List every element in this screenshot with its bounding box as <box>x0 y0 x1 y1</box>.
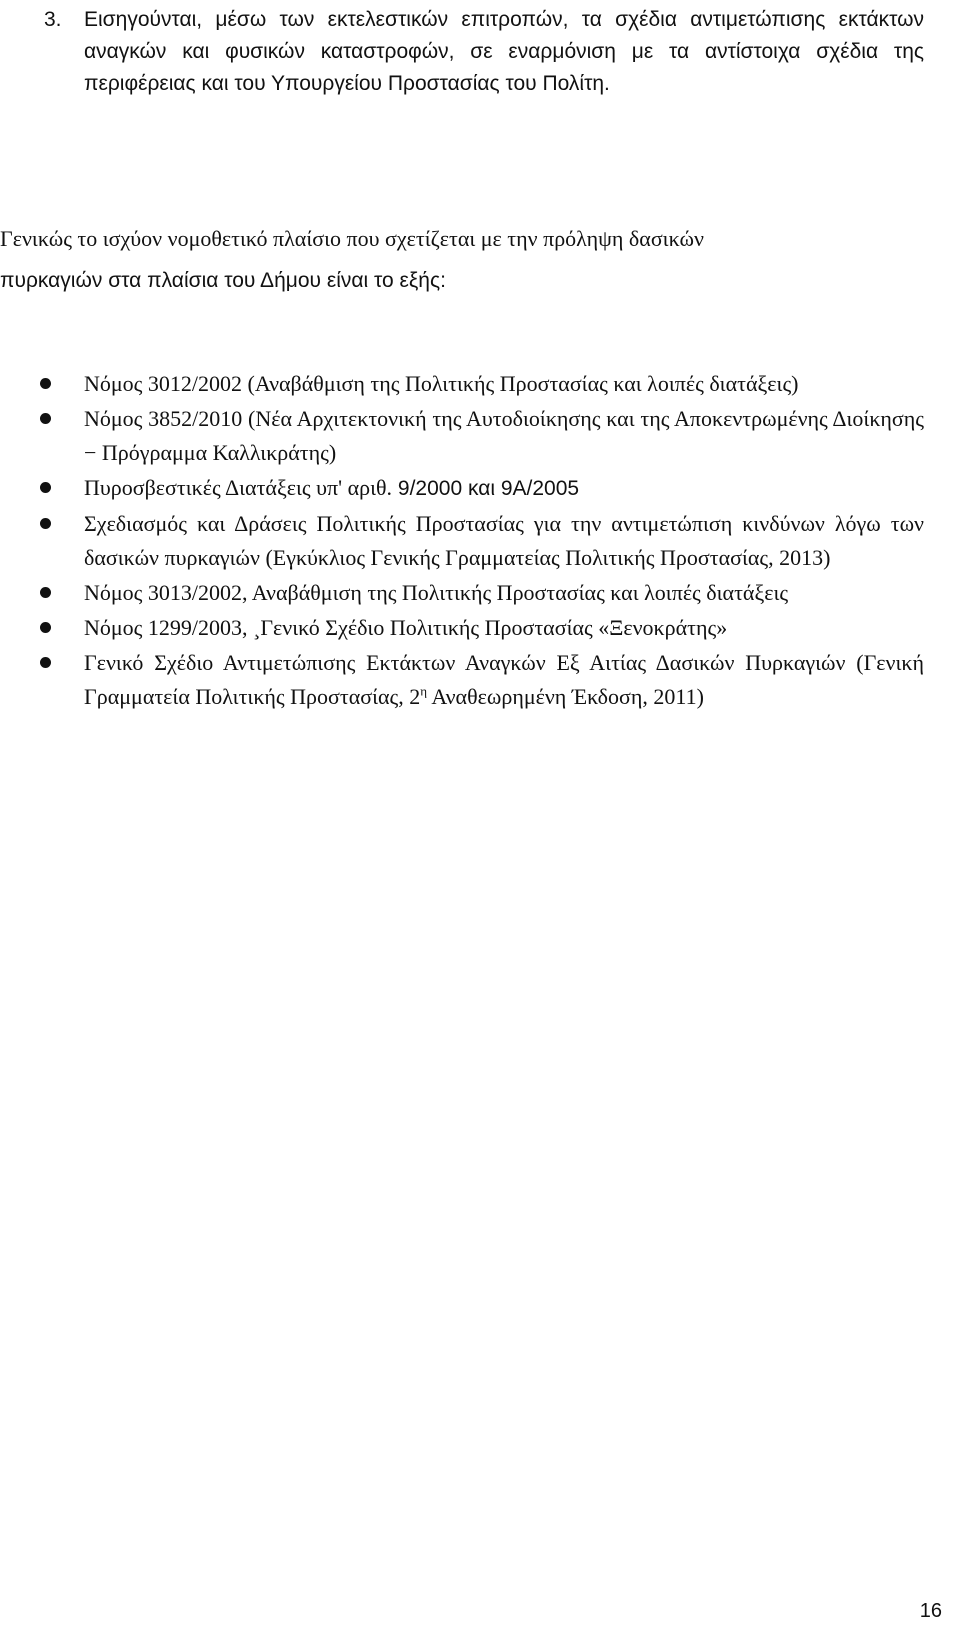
intro-paragraph <box>0 218 924 302</box>
list-item <box>0 646 924 714</box>
list-item <box>0 471 924 506</box>
list-item-text: Νόμος 3012/2002 (Αναβάθμιση της Πολιτικής Προστασίας και λοιπές διατάξεις) <box>84 371 799 396</box>
bullet-icon <box>40 378 51 389</box>
list-item-text: Σχεδιασμός και Δράσεις Πολιτικής Προστασίας για την αντιμετώπιση κινδύνων λόγω των δασικών πυρκαγιών (Εγκύκλιος Γενικής Γραμματείας Πολιτικής Προστασίας, 2013) <box>84 511 924 570</box>
list-item-text: Νόμος 1299/2003, ¸Γενικό Σχέδιο Πολιτικής Προστασίας «Ξενοκράτης» <box>84 615 728 640</box>
bullet-icon <box>40 657 51 668</box>
page-number: 16 <box>919 1600 942 1622</box>
list-item <box>0 507 924 575</box>
numbered-item <box>44 4 924 100</box>
list-item-text-suffix: 9/2000 και 9Α/2005 <box>392 477 580 500</box>
intro-line-1: Γενικώς το ισχύον νομοθετικό πλαίσιο που σχετίζεται με την πρόληψη δασικών <box>0 226 704 251</box>
superscript: η <box>420 683 428 699</box>
list-item-text-end: Αναθεωρημένη Έκδοση, 2011) <box>431 684 704 709</box>
intro-line-2: πυρκαγιών στα πλαίσια του Δήμου είναι το εξής: <box>0 269 446 292</box>
bullet-icon <box>40 622 51 633</box>
list-item-text: Πυροσβεστικές Διατάξεις υπ' αριθ. <box>84 475 393 500</box>
list-item-text: Νόμος 3013/2002, Αναβάθμιση της Πολιτικής Προστασίας και λοιπές διατάξεις <box>84 580 789 605</box>
item-number: 3. <box>44 8 62 31</box>
list-item <box>0 367 924 401</box>
list-item <box>0 402 924 470</box>
bullet-icon <box>40 413 51 424</box>
bullet-icon <box>40 587 51 598</box>
bullet-icon <box>40 518 51 529</box>
list-item-text: Νόμος 3852/2010 (Νέα Αρχιτεκτονική της Αυτοδιοίκησης και της Αποκεντρωμένης Διοίκησης − Πρόγραμμα Καλλικράτης) <box>84 406 924 465</box>
list-item <box>0 576 924 610</box>
list-item-text: Γενικό Σχέδιο Αντιμετώπισης Εκτάκτων Αναγκών Εξ Αιτίας Δασικών Πυρκαγιών (Γενική Γραμματεία Πολιτικής Προστασίας, 2 <box>84 650 924 709</box>
list-item <box>0 611 924 645</box>
item-text: Εισηγούνται, μέσω των εκτελεστικών επιτροπών, τα σχέδια αντιμετώπισης εκτάκτων αναγκών και φυσικών καταστροφών, σε εναρμόνιση με τα αντίστοιχα σχέδια της περιφέρειας και του Υπουργείου Προστασίας του Πολίτη. <box>84 8 924 95</box>
bullet-icon <box>40 482 51 493</box>
legislation-list <box>0 367 924 715</box>
